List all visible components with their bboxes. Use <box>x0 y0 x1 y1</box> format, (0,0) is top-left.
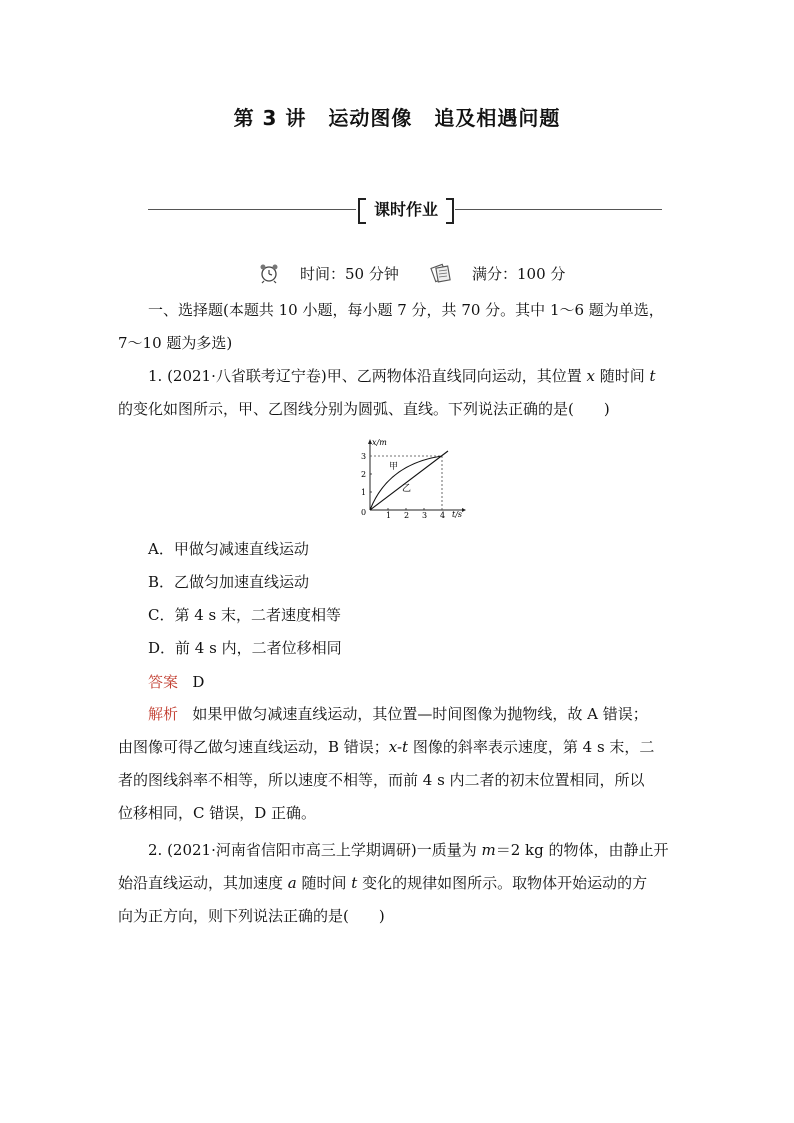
analysis-line2a: 由图像可得乙做匀速直线运动，B 错误； <box>118 738 389 756</box>
answer-value: D <box>192 673 205 691</box>
question-1-stem <box>118 360 678 426</box>
q2-text-1: 2. (2021·河南省信阳市高三上学期调研)一质量为 <box>148 841 482 859</box>
analysis-line2b: 图像的斜率表示速度，第 4 s 末，二 <box>408 738 655 756</box>
q1-text-1: 1. (2021·八省联考辽宁卷)甲、乙两物体沿直线同向运动，其位置 <box>148 367 587 385</box>
q2-text-4: 随时间 <box>296 874 352 892</box>
analysis-label: 解析 <box>148 705 179 723</box>
x-axis-label: t/s <box>452 510 463 518</box>
analysis-line4: 位移相同，C 错误，D 正确。 <box>118 804 317 822</box>
homework-label: 课时作业 <box>373 200 438 219</box>
q2-text-5: 变化的规律如图所示。取物体开始运动的方 <box>357 874 648 892</box>
origin-label: 0 <box>361 508 367 517</box>
time-item <box>258 262 399 284</box>
analysis-var-xt: x-t <box>388 738 409 756</box>
q2-text-3: 始沿直线运动，其加速度 <box>118 874 288 892</box>
q1-var-x: x <box>586 367 595 385</box>
q1-var-t: t <box>649 367 656 385</box>
page-title <box>0 102 794 131</box>
y-tick-label-2: 2 <box>361 470 367 479</box>
y-axis-label: x/m <box>372 438 387 447</box>
analysis-line3: 者的图线斜率不相等，所以速度不相等，而前 4 s 内二者的初末位置相同，所以 <box>118 771 645 789</box>
full-score: 满分：100 分 <box>472 264 566 283</box>
y-tick-label-1: 1 <box>361 488 367 497</box>
section-heading <box>118 294 678 360</box>
x-tick-label-1: 1 <box>386 511 392 518</box>
q1-option-b: B．乙做匀加速直线运动 <box>148 573 310 591</box>
homework-banner <box>148 196 662 224</box>
score-item <box>430 262 565 284</box>
divider-left <box>148 209 356 210</box>
q1-answer <box>148 671 204 692</box>
q2-text-6: 向为正方向，则下列说法正确的是( ) <box>118 907 385 925</box>
q2-text-2: ＝2 kg 的物体，由静止开 <box>495 841 669 859</box>
bracket-right <box>446 198 454 224</box>
section-heading-line1: 一、选择题(本题共 10 小题，每小题 7 分，共 70 分。其中 1～6 题为单选， <box>148 301 664 319</box>
lecture-number: 第 3 讲 <box>233 106 307 130</box>
time-limit: 时间：50 分钟 <box>300 264 399 283</box>
divider-right <box>455 209 662 210</box>
q1-analysis <box>118 698 678 830</box>
exam-meta <box>0 262 794 288</box>
topic-motion-graphs: 运动图像 <box>328 106 413 130</box>
alarm-clock-icon <box>258 262 280 284</box>
x-tick-label-3: 3 <box>422 511 428 518</box>
y-tick-label-3: 3 <box>361 452 367 461</box>
paper-sheets-icon <box>430 262 452 284</box>
topic-pursuit: 追及相遇问题 <box>434 106 561 130</box>
x-tick-label-2: 2 <box>404 511 410 518</box>
line-yi-label: 乙 <box>402 484 412 494</box>
x-axis-arrow <box>462 508 466 512</box>
analysis-line1: 如果甲做匀减速直线运动，其位置—时间图像为抛物线，故 A 错误； <box>192 705 648 723</box>
curve-jia-label: 甲 <box>389 462 399 472</box>
line-yi <box>370 451 448 510</box>
section-heading-line2: 7～10 题为多选) <box>118 334 233 352</box>
answer-label: 答案 <box>148 673 179 691</box>
question-2-stem <box>118 834 678 933</box>
q1-option-a: A．甲做匀减速直线运动 <box>148 540 309 558</box>
q2-var-t: t <box>351 874 358 892</box>
q1-text-2: 随时间 <box>594 367 650 385</box>
q2-var-m: m <box>481 841 496 859</box>
bracket-left <box>358 198 366 224</box>
q1-position-time-graph <box>352 436 468 518</box>
q1-option-c: C．第 4 s 末，二者速度相等 <box>148 606 342 624</box>
q1-option-d: D．前 4 s 内，二者位移相同 <box>148 639 342 657</box>
q1-text-3: 的变化如图所示，甲、乙图线分别为圆弧、直线。下列说法正确的是( ) <box>118 400 610 418</box>
homework-label-box <box>358 196 454 224</box>
q2-var-a: a <box>287 874 297 892</box>
x-tick-label-4: 4 <box>440 511 446 518</box>
